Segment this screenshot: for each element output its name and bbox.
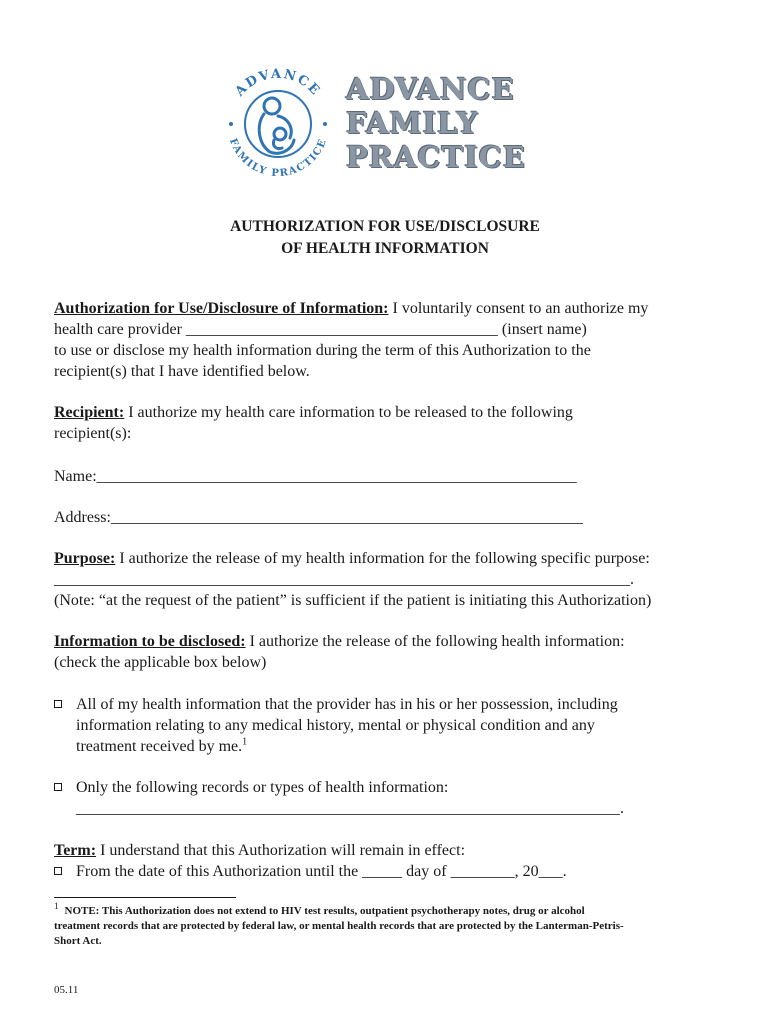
recipient-text: recipient(s): (54, 425, 132, 442)
purpose-label: Purpose: (54, 550, 116, 567)
information-section (54, 631, 726, 673)
purpose-note: (Note: “at the request of the patient” is sufficient if the patient is initiating this Authorization) (54, 592, 652, 609)
recipient-name-line[interactable]: Name:____________________________________________________________ (54, 468, 577, 485)
footnote-divider (54, 897, 236, 898)
practice-name (346, 72, 526, 174)
option-text: All of my health information that the provider has in his or her possession, including (76, 696, 618, 713)
authorization-text: I voluntarily consent to an authorize my (388, 300, 649, 317)
footnote (54, 901, 714, 949)
information-text: (check the applicable box below) (54, 654, 267, 671)
authorization-label: Authorization for Use/Disclosure of Information: (54, 300, 389, 317)
provider-name-field[interactable]: health care provider _______________________________________ (insert name) (54, 321, 587, 338)
option-all-records-checkbox[interactable] (54, 700, 62, 708)
option-specific-records-checkbox[interactable] (54, 783, 62, 791)
authorization-text: to use or disclose my health information during the term of this Authorization to the (54, 342, 591, 359)
footnote-text: treatment records that are protected by federal law, or mental health records that are protected by the Lanterman-Petris- (54, 920, 624, 932)
authorization-section (54, 298, 726, 382)
title-line-2: OF HEALTH INFORMATION (281, 240, 489, 257)
footnote-text: Short Act. (54, 935, 102, 947)
title-line-1: AUTHORIZATION FOR USE/DISCLOSURE (230, 218, 540, 235)
authorization-text: recipient(s) that I have identified below. (54, 363, 310, 380)
practice-name-line: PRACTICE (346, 140, 526, 174)
svg-text:ADVANCE (232, 67, 324, 100)
term-option-text[interactable]: From the date of this Authorization until the _____ day of ________, 20___. (76, 863, 567, 880)
document-title (0, 216, 770, 260)
practice-name-line: FAMILY (346, 106, 479, 140)
information-label: Information to be disclosed: (54, 633, 246, 650)
svg-text:FAMILY PRACTICE (227, 137, 329, 179)
term-option-checkbox[interactable] (54, 867, 62, 875)
recipient-section (54, 402, 726, 444)
term-text: I understand that this Authorization will remain in effect: (96, 842, 466, 859)
footnote-text: NOTE: This Authorization does not extend to HIV test results, outpatient psychotherapy notes, drug or alcohol (64, 905, 585, 917)
form-code: 05.11 (54, 984, 79, 996)
option-text: treatment received by me. (76, 738, 243, 755)
purpose-section (54, 548, 726, 611)
option-text: Only the following records or types of health information: (76, 779, 449, 796)
term-section (54, 840, 726, 861)
practice-logo (218, 64, 558, 184)
recipient-address-field[interactable] (54, 507, 726, 528)
option-text: information relating to any medical history, mental or physical condition and any (76, 717, 595, 734)
footnote-reference: 1 (242, 736, 248, 748)
logo-emblem-icon (218, 64, 338, 184)
term-label: Term: (54, 842, 97, 859)
recipient-address-line[interactable]: Address:___________________________________________________________ (54, 509, 583, 526)
purpose-field[interactable]: ________________________________________________________________________. (54, 571, 634, 588)
specific-records-field[interactable]: ____________________________________________________________________. (76, 800, 624, 817)
logo-ring-top: ADVANCE (232, 66, 324, 100)
recipient-text: I authorize my health care information to be released to the following (124, 404, 573, 421)
footnote-mark: 1 (54, 901, 59, 912)
logo-ring-bottom: FAMILY PRACTICE (226, 136, 330, 180)
recipient-name-field[interactable] (54, 466, 726, 487)
information-text: I authorize the release of the following health information: (245, 633, 625, 650)
practice-name-line: ADVANCE (346, 72, 515, 106)
purpose-text: I authorize the release of my health information for the following specific purpose: (115, 550, 650, 567)
recipient-label: Recipient: (54, 404, 125, 421)
